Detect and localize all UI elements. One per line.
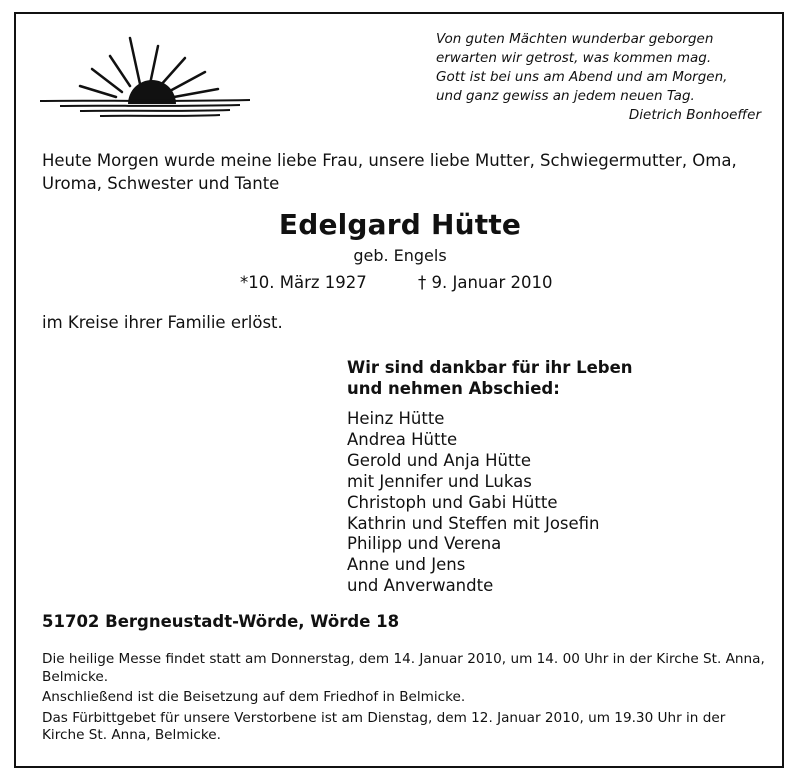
quote-author: Dietrich Bonhoeffer (628, 107, 761, 123)
quote-line: Gott ist bei uns am Abend und am Morgen, (436, 69, 728, 85)
farewell-line: und nehmen Abschied: (347, 379, 560, 398)
mourners-list (347, 409, 600, 597)
list-item: Heinz Hütte (347, 409, 445, 428)
farewell-heading (347, 357, 633, 399)
rising-sun-icon (40, 34, 250, 134)
quote-line: Von guten Mächten wunderbar geborgen (436, 31, 714, 47)
farewell-line: Wir sind dankbar für ihr Leben (347, 358, 633, 377)
list-item: Kathrin und Steffen mit Josefin (347, 513, 600, 533)
list-item: Christoph und Gabi Hütte (347, 492, 558, 512)
notice-mass: Die heilige Messe findet statt am Donnerstag, dem 14. Januar 2010, um 14. 00 Uhr in der Kirche St. Anna, Belmicke. (42, 651, 765, 685)
list-item: Anne und Jens (347, 555, 466, 575)
family-address: 51702 Bergneustadt-Wörde, Wörde 18 (42, 612, 400, 631)
quote-line: und ganz gewiss an jedem neuen Tag. (436, 88, 695, 104)
list-item: Andrea Hütte (347, 429, 458, 449)
birth-name: geb. Engels (353, 246, 447, 265)
list-item: Gerold und Anja Hütte (347, 450, 532, 470)
released-text: im Kreise ihrer Familie erlöst. (42, 313, 283, 332)
birth-date: *10. März 1927 (240, 273, 367, 292)
death-date: † 9. Januar 2010 (418, 273, 553, 292)
notice-burial: Anschließend ist die Beisetzung auf dem Friedhof in Belmicke. (42, 689, 466, 705)
quote-line: erwarten wir getrost, was kommen mag. (436, 50, 712, 66)
deceased-name: Edelgard Hütte (278, 208, 522, 241)
service-notices (42, 651, 767, 748)
bonhoeffer-quote (436, 30, 761, 125)
list-item: und Anverwandte (347, 576, 494, 596)
list-item: mit Jennifer und Lukas (347, 471, 532, 491)
intro-text: Heute Morgen wurde meine liebe Frau, unsere liebe Mutter, Schwiegermutter, Oma, Uroma, Schwester und Tante (42, 151, 737, 193)
list-item: Philipp und Verena (347, 534, 502, 554)
notice-prayer: Das Fürbittgebet für unsere Verstorbene ist am Dienstag, dem 12. Januar 2010, um 19.30 Uhr in der Kirche St. Anna, Belmicke. (42, 709, 726, 743)
